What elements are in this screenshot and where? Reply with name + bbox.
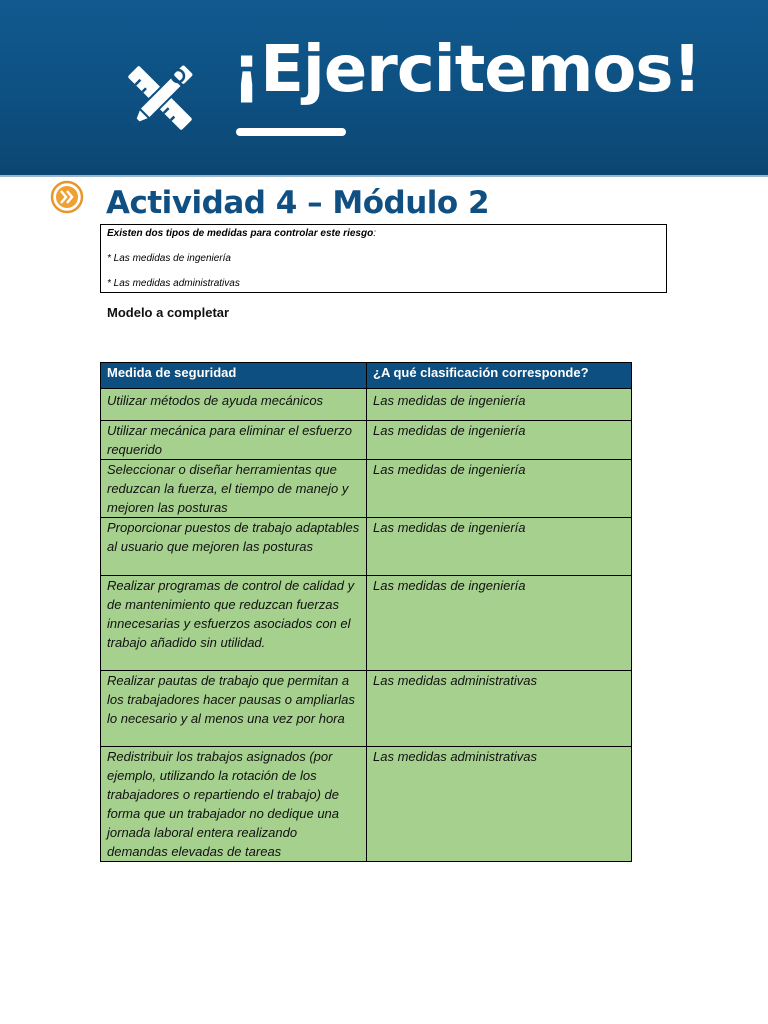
measure-cell: Realizar pautas de trabajo que permitan a los trabajadores hacer pausas o ampliarlas lo necesario y al menos una vez por hora: [101, 671, 367, 747]
classification-cell: Las medidas de ingeniería: [367, 576, 632, 671]
classification-cell: Las medidas administrativas: [367, 671, 632, 747]
double-chevron-right-icon: [50, 180, 84, 214]
classification-cell: Las medidas de ingeniería: [367, 421, 632, 460]
classification-table: [100, 362, 632, 862]
info-item: * Las medidas administrativas: [107, 278, 240, 289]
measure-cell: Seleccionar o diseñar herramientas que reduzcan la fuerza, el tiempo de manejo y mejoren las posturas: [101, 460, 367, 518]
classification-cell: Las medidas de ingeniería: [367, 518, 632, 576]
table-row: [101, 460, 632, 518]
banner-title: ¡Ejercitemos!: [232, 33, 701, 107]
table-header-row: [101, 363, 632, 389]
measure-cell: Realizar programas de control de calidad y de mantenimiento que reduzcan fuerzas innecesarias y esfuerzos asociados con el trabajo añadido sin utilidad.: [101, 576, 367, 671]
classification-cell: Las medidas de ingeniería: [367, 460, 632, 518]
header-banner: [0, 0, 768, 175]
table-row: [101, 671, 632, 747]
classification-cell: Las medidas administrativas: [367, 747, 632, 862]
measure-cell: Utilizar métodos de ayuda mecánicos: [101, 389, 367, 421]
banner-divider: [0, 175, 768, 177]
column-header-classification: ¿A qué clasificación corresponde?: [367, 363, 632, 389]
info-box: [100, 224, 667, 293]
table-row: [101, 576, 632, 671]
classification-cell: Las medidas de ingeniería: [367, 389, 632, 421]
measure-cell: Redistribuir los trabajos asignados (por ejemplo, utilizando la rotación de los trabajadores o repartiendo el trabajo) de forma que un trabajador no dedique una jornada laboral entera realizando demandas elevadas de tareas: [101, 747, 367, 862]
measure-cell: Utilizar mecánica para eliminar el esfuerzo requerido: [101, 421, 367, 460]
activity-title: Actividad 4 – Módulo 2: [106, 185, 490, 221]
table-row: [101, 389, 632, 421]
ruler-pencil-icon: [118, 56, 202, 140]
column-header-measure: Medida de seguridad: [101, 363, 367, 389]
subheading: Modelo a completar: [107, 305, 230, 320]
info-item: * Las medidas de ingeniería: [107, 253, 231, 264]
measure-cell: Proporcionar puestos de trabajo adaptables al usuario que mejoren las posturas: [101, 518, 367, 576]
banner-underline: [236, 128, 346, 136]
info-lead: Existen dos tipos de medidas para controlar este riesgo:: [107, 228, 376, 239]
table-row: [101, 747, 632, 862]
table-row: [101, 518, 632, 576]
table-row: [101, 421, 632, 460]
